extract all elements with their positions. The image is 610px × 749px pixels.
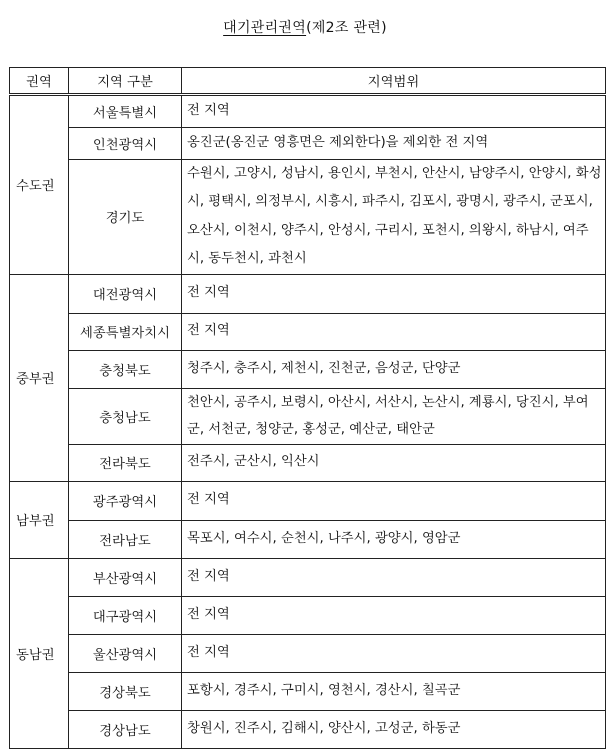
- area-name: 전라북도: [69, 444, 182, 481]
- region-name: 동남권: [10, 558, 69, 748]
- header-scope: 지역범위: [182, 68, 606, 95]
- table-row: [10, 596, 606, 634]
- area-scope: 천안시, 공주시, 보령시, 아산시, 서산시, 논산시, 계룡시, 당진시, 부여군, 서천군, 청양군, 홍성군, 예산군, 태안군: [182, 388, 606, 444]
- table-row: [10, 481, 606, 520]
- area-name: 세종특별자치시: [69, 313, 182, 350]
- table-row: [10, 95, 606, 128]
- area-name: 경상북도: [69, 672, 182, 710]
- header-region: 권역: [10, 68, 69, 95]
- title-suffix: (제2조 관련): [306, 20, 387, 36]
- table-row: [10, 388, 606, 444]
- air-quality-region-table: [9, 67, 606, 749]
- table-row: [10, 558, 606, 596]
- table-row: [10, 127, 606, 159]
- area-name: 대구광역시: [69, 596, 182, 634]
- area-name: 광주광역시: [69, 481, 182, 520]
- table-row: [10, 313, 606, 350]
- table-row: [10, 634, 606, 672]
- area-scope: 수원시, 고양시, 성남시, 용인시, 부천시, 안산시, 남양주시, 안양시, 화성시, 평택시, 의정부시, 시흥시, 파주시, 김포시, 광명시, 광주시, 군포시, 오산시, 이천시, 양주시, 안성시, 구리시, 포천시, 의왕시, 하남시, 여주시, 동두천시, 과천시: [182, 159, 606, 274]
- area-scope: 전 지역: [182, 95, 606, 128]
- area-name: 울산광역시: [69, 634, 182, 672]
- area-scope: 창원시, 진주시, 김해시, 양산시, 고성군, 하동군: [182, 710, 606, 748]
- table-row: [10, 520, 606, 558]
- title-main: 대기관리권역: [223, 20, 307, 36]
- region-name: 수도권: [10, 95, 69, 275]
- area-scope: 포항시, 경주시, 구미시, 영천시, 경산시, 칠곡군: [182, 672, 606, 710]
- area-name: 전라남도: [69, 520, 182, 558]
- area-name: 충청북도: [69, 350, 182, 388]
- area-scope: 전 지역: [182, 313, 606, 350]
- area-name: 충청남도: [69, 388, 182, 444]
- area-scope: 전 지역: [182, 634, 606, 672]
- area-name: 인천광역시: [69, 127, 182, 159]
- table-row: [10, 672, 606, 710]
- region-name: 남부권: [10, 481, 69, 558]
- area-scope: 목포시, 여수시, 순천시, 나주시, 광양시, 영암군: [182, 520, 606, 558]
- area-scope: 청주시, 충주시, 제천시, 진천군, 음성군, 단양군: [182, 350, 606, 388]
- area-scope: 전 지역: [182, 274, 606, 313]
- table-header-row: [10, 68, 606, 95]
- table-row: [10, 159, 606, 274]
- region-name: 중부권: [10, 274, 69, 481]
- area-name: 대전광역시: [69, 274, 182, 313]
- table-row: [10, 444, 606, 481]
- area-name: 경상남도: [69, 710, 182, 748]
- table-row: [10, 274, 606, 313]
- document-title: [0, 17, 610, 37]
- table-row: [10, 710, 606, 748]
- area-name: 경기도: [69, 159, 182, 274]
- area-scope: 전 지역: [182, 558, 606, 596]
- area-scope: 전 지역: [182, 481, 606, 520]
- area-scope: 옹진군(옹진군 영흥면은 제외한다)을 제외한 전 지역: [182, 127, 606, 159]
- area-name: 서울특별시: [69, 95, 182, 128]
- area-name: 부산광역시: [69, 558, 182, 596]
- header-area: 지역 구분: [69, 68, 182, 95]
- table-row: [10, 350, 606, 388]
- area-scope: 전주시, 군산시, 익산시: [182, 444, 606, 481]
- area-scope: 전 지역: [182, 596, 606, 634]
